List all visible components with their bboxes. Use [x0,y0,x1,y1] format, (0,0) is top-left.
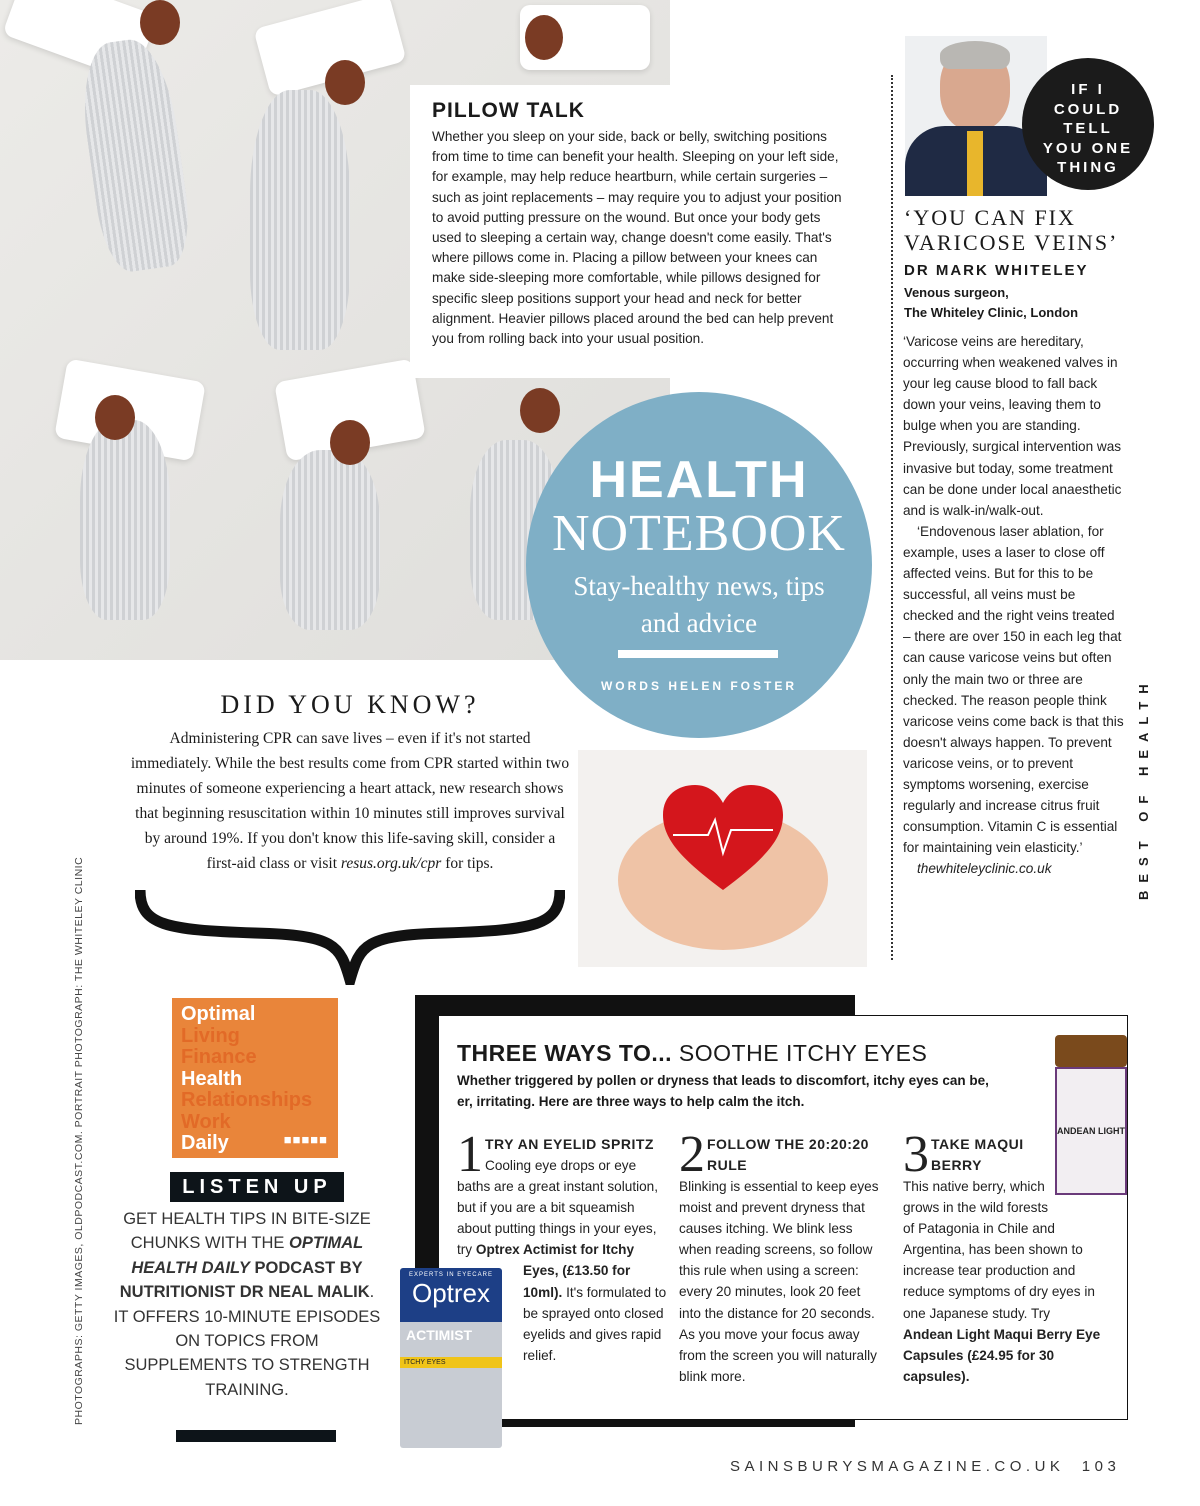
expert-role [904,283,1078,323]
quote-line: VARICOSE VEINS’ [904,230,1119,255]
expert-body [903,331,1125,879]
did-you-know-title: DID YOU KNOW? [220,690,480,719]
logo-word: Finance [181,1046,257,1068]
tip-number: 1 [457,1126,483,1183]
role-line: The Whiteley Clinic, London [904,305,1079,320]
heart-icon [663,785,783,895]
andean-light-bottle [1055,1035,1127,1195]
dyk-text-end: for tips. [441,855,494,872]
pillow-talk-title: PILLOW TALK [432,99,585,122]
tip-body: This native berry, which grows in the wild forests of Patagonia in Chile and Argentina, has been shown to increase tear production and reduce symptoms of dry eyes in one Japanese study. Try [903,1179,1095,1321]
podcast-logo [172,998,338,1158]
heart-hands-photo [578,750,867,967]
tip-body: Cooling eye drops or eye baths are a great instant solution, but if you are a bit squeamish about putting things in your eyes, try [457,1158,659,1258]
title-light: SOOTHE ITCHY EYES [672,1040,928,1066]
optrex-tag: EXPERTS IN EYECARE [409,1272,493,1278]
tip-heading: TAKE MAQUI BERRY [931,1136,1024,1173]
podcast-text [112,1207,382,1402]
column-divider [891,75,893,960]
page-number: 103 [1081,1458,1121,1475]
tip-2 [679,1126,884,1387]
masthead-byline: WORDS HELEN FOSTER [600,679,797,693]
tip-number: 2 [679,1126,705,1183]
quote-line: ‘YOU CAN FIX [904,205,1076,230]
masthead-tagline: Stay-healthy news, tips and advice [573,571,825,638]
optrex-brand: Optrex [411,1278,491,1308]
optrex-actimist-box [400,1268,502,1448]
bubble-line: TELL [1063,120,1113,137]
masthead-health: HEALTH [589,451,809,509]
masthead-notebook: NOTEBOOK [552,505,846,562]
bubble-line: YOU ONE [1042,139,1134,157]
tip-body: Blinking is essential to keep eyes moist and prevent dryness that causes itching. We blink less when reading screens, so follow this rule when using a screen: every 20 minutes, look 20 feet into the distance for 20 seconds. As you move your focus away from the screen you will naturally blink more. [679,1179,879,1384]
dots-icon: ■■■■■ [283,1131,328,1147]
three-ways-subtitle: Whether triggered by pollen or dryness that leads to discomfort, itchy eyes can be, er, irritating. Here are three ways to help calm the itch. [457,1073,989,1109]
logo-word: Living [181,1024,240,1047]
title-bold: THREE WAYS TO... [457,1040,673,1066]
podcast-divider [176,1430,336,1442]
expert-website-link[interactable]: thewhiteleyclinic.co.uk [917,861,1052,877]
logo-word: Daily [181,1132,229,1154]
andean-label: ANDEAN LIGHT [1055,1067,1127,1195]
logo-word: Work [181,1110,231,1133]
dyk-text: Administering CPR can save lives – even if it's not started immediately. While the best results come from CPR started within two minutes of someone experiencing a heart attack, new research shows that beginning resuscitation within 10 minutes still improves survival by around 19%. If you don't know this life-saving skill, consider a first-aid class or visit [130,730,570,872]
masthead-divider [618,650,778,658]
tip-number: 3 [903,1126,929,1183]
optrex-variant: ITCHY EYES [400,1357,502,1368]
pillow-talk-box [410,85,870,378]
logo-word: Optimal [181,1003,256,1025]
footer [730,1458,1120,1475]
bubble-line: THING [1057,159,1119,176]
did-you-know-body [130,726,570,876]
expert-quote [904,205,1118,255]
expert-para: ‘Varicose veins are hereditary, occurring when weakened valves in your leg cause blood to fall back down your veins, leaving them to bulge when you are standing. Previously, surgical intervention was invasive but today, some treatment can be done under local anaesthetic and is walk-in/walk-out. [903,334,1122,518]
pod-t: . IT OFFERS 10-MINUTE EPISODES ON TOPICS FROM SUPPLEMENTS TO STRENGTH TRAINING. [113,1283,381,1399]
logo-word: Health [181,1067,243,1090]
section-label: BEST OF HEALTH [1136,676,1151,900]
tip-product: Andean Light Maqui Berry Eye Capsules (£24.95 for 30 capsules). [903,1326,1101,1384]
expert-name: DR MARK WHITELEY [904,262,1089,279]
tip-heading: FOLLOW THE 20:20:20 RULE [707,1136,869,1173]
footer-site: SAINSBURYSMAGAZINE.CO.UK [730,1458,1065,1475]
health-notebook-masthead [526,392,872,738]
bubble-line: IF I [1071,81,1105,98]
three-ways-box [438,1015,1128,1420]
pod-t: GET HEALTH TIPS IN BITE-SIZE CHUNKS WITH THE [123,1210,371,1253]
role-line: Venous surgeon, [904,285,1009,300]
tip-heading: TRY AN EYELID SPRITZ [485,1136,654,1152]
did-you-know [130,690,570,876]
resus-link[interactable]: resus.org.uk/cpr [340,855,442,872]
curly-brace-icon [135,885,565,985]
pillow-talk-body: Whether you sleep on your side, back or belly, switching positions from time to time can benefit your health. Sleeping on your left side, for example, may help reduce heartburn, while certain surgeries – such as joint replacements – may require you to adjust your position to avoid putting pressure on the wound. But once your body gets used to sleeping a certain way, change doesn't come easily. That's where pillows come in. Placing a pillow between your knees can make side-sleeping more comfortable, while pillows designed for specific sleep positions support your head and neck for better alignment. Heavier pillows placed around the bed can help prevent you from rolling back into your usual position. [432,129,842,347]
listen-up-heading: LISTEN UP [170,1172,344,1202]
three-ways-title [457,1040,1109,1067]
logo-word: Relationships [181,1089,313,1111]
tip-product: Optrex Actimist for Itchy Eyes, (£13.50 for 10ml). [475,1242,635,1300]
tip-body: It's formulated to be sprayed onto closed eyelids and gives rapid relief. [523,1284,667,1363]
expert-para: ‘Endovenous laser ablation, for example, uses a laser to close off affected veins. But for this to be successful, all veins must be checked and the right veins treated – there are over 150 in each leg that can cause varicose veins but often only the main two or three are checked. The reason people think varicose veins come back is that this doesn't always happen. To prevent varicose veins, or to prevent symptoms worsening, exercise regularly and increase citrus fruit consumption. Vitamin C is essential for maintaining vein elasticity.’ [903,523,1124,856]
photo-credit: PHOTOGRAPHS: GETTY IMAGES, OLDPODCAST.COM. PORTRAIT PHOTOGRAPH: THE WHITELEY CLINIC [73,856,85,1425]
optrex-name: ACTIMIST [406,1327,473,1343]
bubble-line: COULD [1053,100,1123,118]
one-thing-bubble [1022,58,1154,190]
pod-t: PODCAST BY NUTRITIONIST DR NEAL MALIK [119,1258,370,1302]
podcast-name: OPTIMAL HEALTH DAILY [131,1234,364,1277]
